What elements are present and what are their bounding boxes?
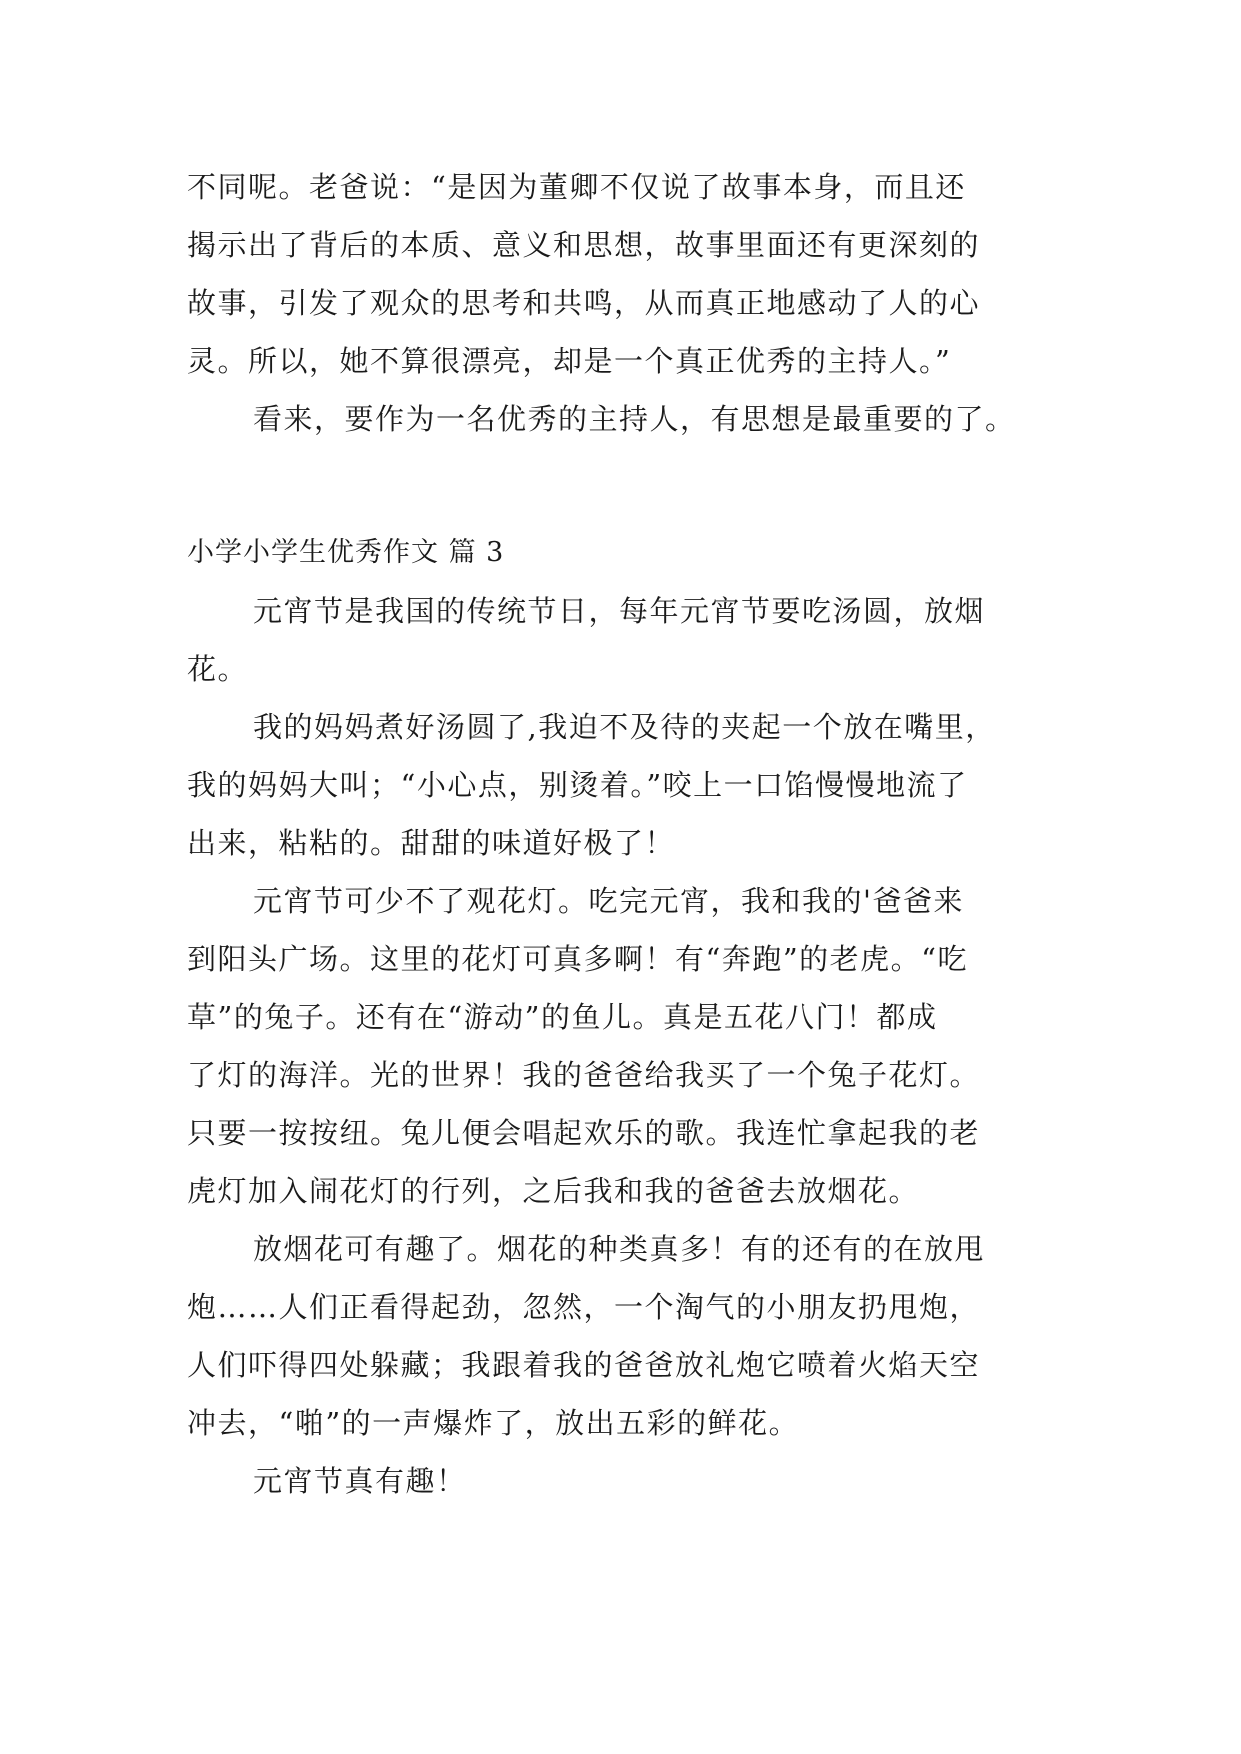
- text-line: 不同呢。老爸说：“是因为董卿不仅说了故事本身，而且还: [187, 170, 966, 204]
- paragraph-3: [187, 872, 1062, 1220]
- text-line: 我的妈妈大叫；“小心点，别烫着。”咬上一口馅慢慢地流了: [187, 768, 968, 802]
- paragraph-5: [187, 1452, 1062, 1510]
- text-line: 元宵节可少不了观花灯。吃完元宵，我和我的'爸爸来: [253, 884, 964, 918]
- text-line: 元宵节是我国的传统节日，每年元宵节要吃汤圆，放烟: [253, 594, 986, 628]
- text-line: 放烟花可有趣了。烟花的种类真多！有的还有的在放甩: [253, 1232, 986, 1266]
- text-line: 虎灯加入闹花灯的行列，之后我和我的爸爸去放烟花。: [187, 1174, 920, 1208]
- text-line: 人们吓得四处躲藏；我跟着我的爸爸放礼炮它喷着火焰天空: [187, 1348, 981, 1382]
- text-line: 看来，要作为一名优秀的主持人，有思想是最重要的了。: [253, 402, 1016, 436]
- paragraph-4: [187, 1220, 1062, 1452]
- text-line: 我的妈妈煮好汤圆了,我迫不及待的夹起一个放在嘴里，: [253, 710, 996, 744]
- text-line: 冲去，“啪”的一声爆炸了，放出五彩的鲜花。: [187, 1406, 800, 1440]
- paragraph-continued: [187, 158, 1062, 390]
- paragraph-conclusion: [187, 390, 1062, 448]
- section-heading: 小学小学生优秀作文 篇 3: [187, 537, 505, 568]
- text-line: 灵。所以，她不算很漂亮，却是一个真正优秀的主持人。”: [187, 344, 952, 378]
- text-line: 只要一按按纽。兔儿便会唱起欢乐的歌。我连忙拿起我的老: [187, 1116, 981, 1150]
- paragraph-2: [187, 698, 1062, 872]
- text-line: 了灯的海洋。光的世界！我的爸爸给我买了一个兔子花灯。: [187, 1058, 981, 1092]
- section-spacer: [187, 448, 1062, 524]
- text-line: 出来，粘粘的。甜甜的味道好极了！: [187, 826, 676, 860]
- text-line: 花。: [187, 652, 249, 686]
- paragraph-1: [187, 582, 1062, 698]
- text-line: 元宵节真有趣！: [253, 1464, 467, 1498]
- text-line: 故事，引发了观众的思考和共鸣，从而真正地感动了人的心: [187, 286, 981, 320]
- text-line: 草”的兔子。还有在“游动”的鱼儿。真是五花八门！都成: [187, 1000, 938, 1034]
- text-line: 到阳头广场。这里的花灯可真多啊！有“奔跑”的老虎。“吃: [187, 942, 968, 976]
- essay-text: [187, 158, 1062, 1510]
- text-line: 炮……人们正看得起劲，忽然，一个淘气的小朋友扔甩炮，: [187, 1290, 981, 1324]
- text-line: 揭示出了背后的本质、意义和思想，故事里面还有更深刻的: [187, 228, 981, 262]
